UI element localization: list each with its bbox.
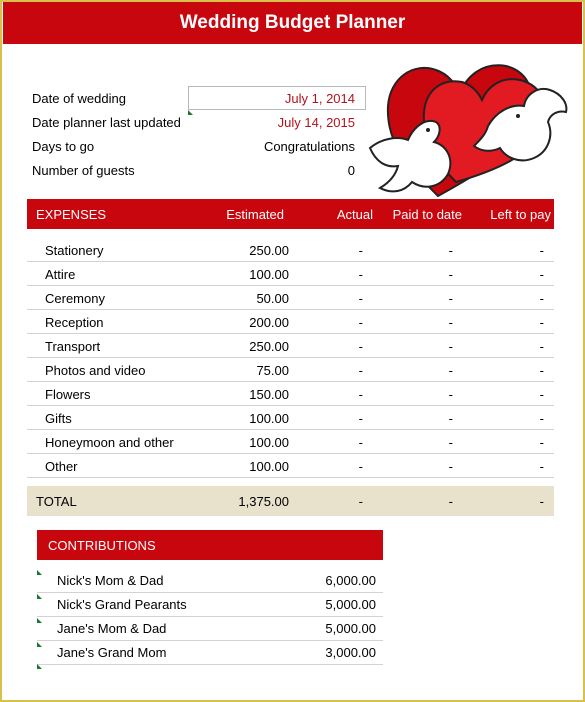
expense-name: Transport bbox=[45, 339, 101, 354]
header-expenses: EXPENSES bbox=[36, 207, 107, 222]
cell-comment-marker bbox=[37, 664, 42, 669]
table-row bbox=[27, 358, 554, 382]
table-row bbox=[27, 310, 554, 334]
page-title bbox=[3, 2, 582, 44]
expense-estimated[interactable]: 100.00 bbox=[249, 435, 289, 450]
cell-comment-marker bbox=[37, 570, 42, 575]
heart-doves-icon bbox=[368, 56, 570, 202]
contribution-amount[interactable]: 5,000.00 bbox=[325, 621, 376, 636]
expense-name: Other bbox=[45, 459, 78, 474]
contributions-title: CONTRIBUTIONS bbox=[48, 538, 156, 553]
expense-name: Flowers bbox=[45, 387, 91, 402]
expense-left: - bbox=[539, 315, 544, 330]
expenses-header bbox=[27, 199, 554, 229]
expense-name: Stationery bbox=[45, 243, 104, 258]
cell-comment-marker bbox=[37, 594, 42, 599]
expense-paid[interactable]: - bbox=[448, 435, 453, 450]
contributions-header bbox=[37, 530, 383, 560]
contribution-amount[interactable]: 5,000.00 bbox=[325, 597, 376, 612]
expense-name: Photos and video bbox=[45, 363, 146, 378]
total-left: - bbox=[539, 494, 544, 509]
cell-comment-marker bbox=[188, 110, 193, 115]
date-of-wedding-value[interactable]: July 1, 2014 bbox=[284, 91, 355, 106]
list-item bbox=[37, 593, 383, 617]
guests-value[interactable]: 0 bbox=[347, 163, 355, 178]
expense-paid[interactable]: - bbox=[448, 411, 453, 426]
expense-paid[interactable]: - bbox=[448, 267, 453, 282]
expense-estimated[interactable]: 50.00 bbox=[256, 291, 289, 306]
expense-estimated[interactable]: 250.00 bbox=[249, 243, 289, 258]
expense-name: Honeymoon and other bbox=[45, 435, 174, 450]
expense-estimated[interactable]: 200.00 bbox=[249, 315, 289, 330]
expense-left: - bbox=[539, 387, 544, 402]
expense-actual[interactable]: - bbox=[358, 363, 363, 378]
cell-comment-marker bbox=[37, 642, 42, 647]
contributor-name[interactable]: Jane's Mom & Dad bbox=[57, 621, 167, 636]
expense-actual[interactable]: - bbox=[358, 291, 363, 306]
table-row bbox=[27, 406, 554, 430]
expense-actual[interactable]: - bbox=[358, 339, 363, 354]
expense-left: - bbox=[539, 363, 544, 378]
last-updated-value[interactable]: July 14, 2015 bbox=[277, 115, 355, 130]
total-label: TOTAL bbox=[36, 494, 77, 509]
expense-paid[interactable]: - bbox=[448, 387, 453, 402]
expense-estimated[interactable]: 75.00 bbox=[256, 363, 289, 378]
expense-actual[interactable]: - bbox=[358, 435, 363, 450]
total-estimated: 1,375.00 bbox=[238, 494, 289, 509]
expense-actual[interactable]: - bbox=[358, 387, 363, 402]
list-item bbox=[37, 641, 383, 665]
contribution-amount[interactable]: 6,000.00 bbox=[325, 573, 376, 588]
expense-actual[interactable]: - bbox=[358, 315, 363, 330]
header-paid-to-date: Paid to date bbox=[392, 207, 462, 222]
expense-paid[interactable]: - bbox=[448, 291, 453, 306]
expense-left: - bbox=[539, 243, 544, 258]
contributor-name[interactable]: Nick's Mom & Dad bbox=[57, 573, 164, 588]
list-item bbox=[37, 617, 383, 641]
header-estimated: Estimated bbox=[226, 207, 284, 222]
expense-left: - bbox=[539, 291, 544, 306]
expense-estimated[interactable]: 100.00 bbox=[249, 267, 289, 282]
list-item bbox=[37, 569, 383, 593]
table-row bbox=[27, 454, 554, 478]
expense-name: Gifts bbox=[45, 411, 72, 426]
table-row bbox=[27, 286, 554, 310]
table-row bbox=[27, 382, 554, 406]
days-to-go-value: Congratulations bbox=[263, 139, 355, 154]
expense-actual[interactable]: - bbox=[358, 459, 363, 474]
expense-estimated[interactable]: 100.00 bbox=[249, 411, 289, 426]
expense-name: Reception bbox=[45, 315, 104, 330]
header-left-to-pay: Left to pay bbox=[490, 207, 551, 222]
expense-left: - bbox=[539, 435, 544, 450]
expense-left: - bbox=[539, 411, 544, 426]
expense-actual[interactable]: - bbox=[358, 267, 363, 282]
expense-paid[interactable]: - bbox=[448, 315, 453, 330]
total-row bbox=[27, 486, 554, 516]
expense-paid[interactable]: - bbox=[448, 243, 453, 258]
contributor-name[interactable]: Jane's Grand Mom bbox=[57, 645, 167, 660]
date-of-wedding-label: Date of wedding bbox=[32, 91, 126, 106]
contributor-name[interactable]: Nick's Grand Pearants bbox=[57, 597, 187, 612]
days-to-go-label: Days to go bbox=[32, 139, 95, 154]
expense-left: - bbox=[539, 459, 544, 474]
expense-paid[interactable]: - bbox=[448, 363, 453, 378]
expense-actual[interactable]: - bbox=[358, 411, 363, 426]
header-actual: Actual bbox=[336, 207, 373, 222]
table-row bbox=[27, 262, 554, 286]
expense-paid[interactable]: - bbox=[448, 459, 453, 474]
expense-actual[interactable]: - bbox=[358, 243, 363, 258]
expense-name: Attire bbox=[45, 267, 76, 282]
total-actual: - bbox=[358, 494, 363, 509]
table-row bbox=[27, 238, 554, 262]
total-paid: - bbox=[448, 494, 453, 509]
table-row bbox=[27, 334, 554, 358]
contribution-amount[interactable]: 3,000.00 bbox=[325, 645, 376, 660]
expense-estimated[interactable]: 100.00 bbox=[249, 459, 289, 474]
expense-left: - bbox=[539, 267, 544, 282]
table-row bbox=[27, 430, 554, 454]
guests-label: Number of guests bbox=[32, 163, 135, 178]
last-updated-label: Date planner last updated bbox=[32, 115, 181, 130]
title-text: Wedding Budget Planner bbox=[179, 12, 406, 33]
expense-name: Ceremony bbox=[45, 291, 105, 306]
expense-estimated[interactable]: 150.00 bbox=[249, 387, 289, 402]
expense-left: - bbox=[539, 339, 544, 354]
cell-comment-marker bbox=[37, 618, 42, 623]
expense-paid[interactable]: - bbox=[448, 339, 453, 354]
expense-estimated[interactable]: 250.00 bbox=[249, 339, 289, 354]
